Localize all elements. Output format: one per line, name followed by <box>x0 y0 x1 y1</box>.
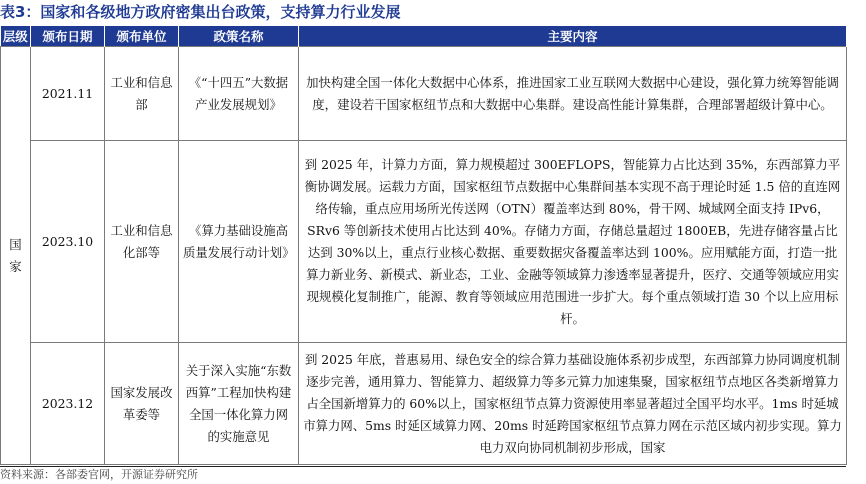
header-policy: 政策名称 <box>179 26 299 47</box>
policy-table <box>0 26 847 465</box>
issuer-cell: 工业和信息化部等 <box>105 141 179 343</box>
issuer-cell: 国家发展改革委等 <box>105 343 179 465</box>
policy-cell: 《算力基础设施高质量发展行动计划》 <box>179 141 299 343</box>
header-date: 颁布日期 <box>31 26 105 47</box>
header-content: 主要内容 <box>299 26 847 47</box>
header-issuer: 颁布单位 <box>105 26 179 47</box>
policy-cell: 《“十四五”大数据产业发展规划》 <box>179 47 299 141</box>
header-level: 层级 <box>1 26 31 47</box>
table-row <box>1 47 847 141</box>
policy-cell: 关于深入实施“东数西算”工程加快构建全国一体化算力网的实施意见 <box>179 343 299 465</box>
content-cell: 到 2025 年，计算力方面，算力规模超过 300EFLOPS，智能算力占比达到 35%，东西部算力平衡协调发展。运载力方面，国家枢纽节点数据中心集群间基本实现不高于理论时延 1.5 倍的直连网络传输，重点应用场所光传送网（OTN）覆盖率达到 80%，骨干网、城域网全面支持 IPv6，SRv6 等创新技术使用占比达到 40%。存储力方面，存储总量超过 1800EB，先进存储容量占比达到 30%以上，重点行业核心数据、重要数据灾备覆盖率达到 100%。应用赋能方面，打造一批算力新业务、新模式、新业态，工业、金融等领域算力渗透率显著提升，医疗、交通等领域应用实现规模化复制推广，能源、教育等领域应用范围进一步扩大。每个重点领域打造 30 个以上应用标杆。 <box>299 141 847 343</box>
table-row <box>1 343 847 465</box>
date-cell: 2023.10 <box>31 141 105 343</box>
content-cell: 到 2025 年底，普惠易用、绿色安全的综合算力基础设施体系初步成型，东西部算力协同调度机制逐步完善，通用算力、智能算力、超级算力等多元算力加速集聚，国家枢纽节点地区各类新增算力占全国新增算力的 60%以上，国家枢纽节点算力资源使用率显著超过全国平均水平。1ms 时延城市算力网、5ms 时延区域算力网、20ms 时延跨国家枢纽节点算力网在示范区域内初步实现。算力电力双向协同机制初步形成，国家 <box>299 343 847 465</box>
source-note: 资料来源：各部委官网，开源证券研究所 <box>0 468 198 481</box>
header-row <box>1 26 847 47</box>
level-cell: 国家 <box>1 47 31 465</box>
date-cell: 2023.12 <box>31 343 105 465</box>
date-cell: 2021.11 <box>31 47 105 141</box>
table-caption: 表3：国家和各级地方政府密集出台政策，支持算力行业发展 <box>0 3 401 21</box>
table-row <box>1 141 847 343</box>
issuer-cell: 工业和信息部 <box>105 47 179 141</box>
content-cell: 加快构建全国一体化大数据中心体系，推进国家工业互联网大数据中心建设，强化算力统筹智能调度，建设若干国家枢纽节点和大数据中心集群。建设高性能计算集群，合理部署超级计算中心。 <box>299 47 847 141</box>
